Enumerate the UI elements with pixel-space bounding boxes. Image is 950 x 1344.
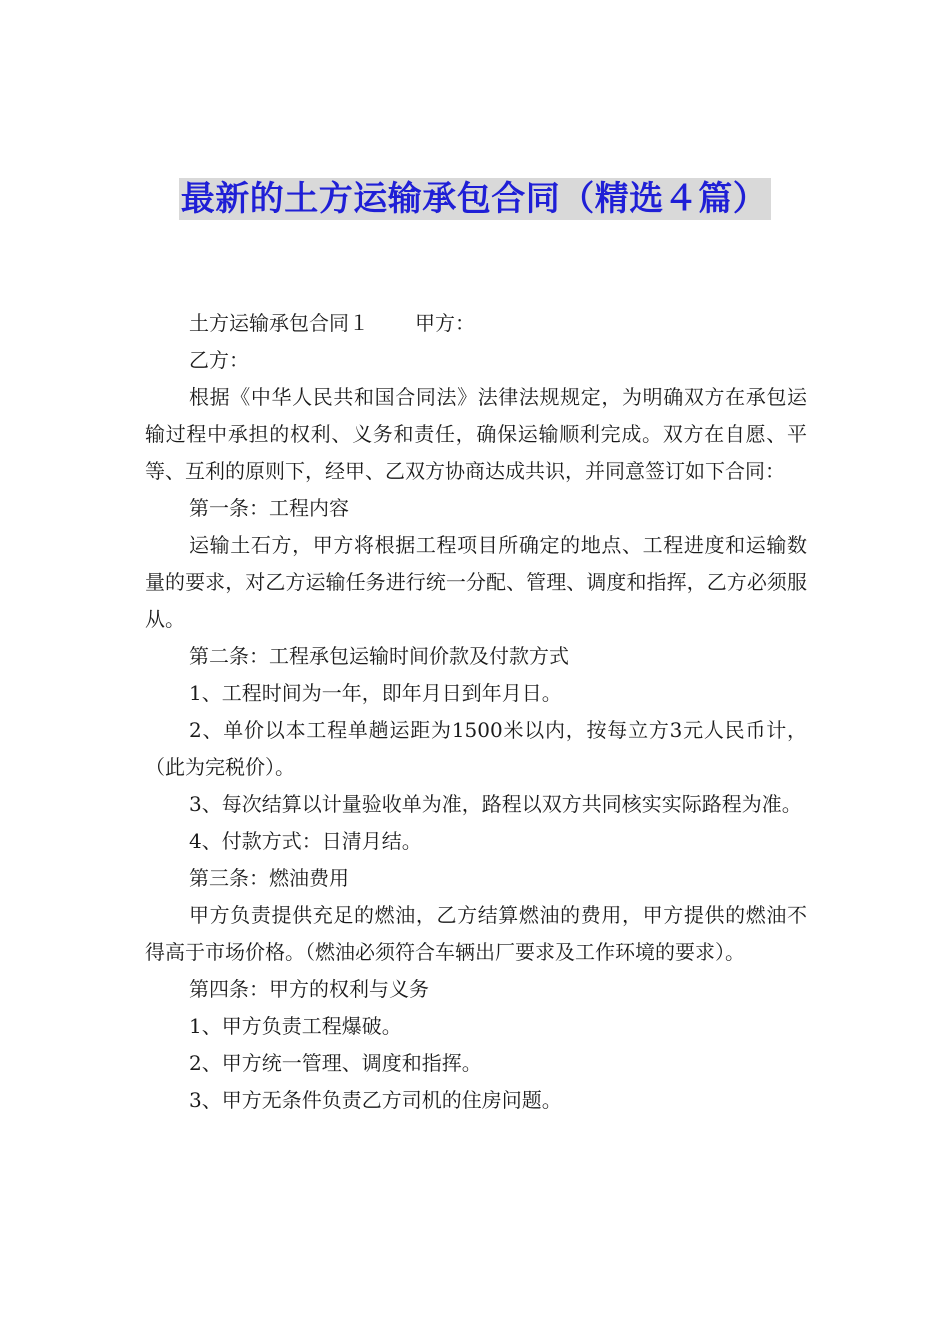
list-item: 3、甲方无条件负责乙方司机的住房问题。 [189, 1088, 562, 1112]
party-a-label: 甲方： [415, 311, 475, 335]
contract-heading: 土方运输承包合同１ [189, 311, 369, 335]
paragraph-heading-line [145, 305, 807, 342]
list-item: 3、每次结算以计量验收单为准，路程以双方共同核实实际路程为准。 [189, 792, 802, 816]
list-item: 4、付款方式：日清月结。 [189, 829, 422, 853]
section-heading: 第一条：工程内容 [189, 496, 349, 520]
paragraph: 根据《中华人民共和国合同法》法律法规规定，为明确双方在承包运输过程中承担的权利、义务和责任，确保运输顺利完成。双方在自愿、平等、互利的原则下，经甲、乙双方协商达成共识，并同意签订如下合同： [145, 385, 807, 483]
document-body [145, 305, 807, 1119]
title-container [0, 178, 950, 220]
list-item: 2、单价以本工程单趟运距为1500米以内，按每立方3元人民币计，（此为完税价）。 [145, 718, 807, 779]
document-title: 最新的土方运输承包合同（精选４篇） [179, 178, 772, 220]
paragraph: 运输土石方，甲方将根据工程项目所确定的地点、工程进度和运输数量的要求，对乙方运输任务进行统一分配、管理、调度和指挥，乙方必须服从。 [145, 533, 807, 631]
list-item: 1、工程时间为一年，即年月日到年月日。 [189, 681, 562, 705]
section-heading: 第二条：工程承包运输时间价款及付款方式 [189, 644, 569, 668]
list-item: 2、甲方统一管理、调度和指挥。 [189, 1051, 482, 1075]
list-item: 1、甲方负责工程爆破。 [189, 1014, 402, 1038]
paragraph: 甲方负责提供充足的燃油，乙方结算燃油的费用，甲方提供的燃油不得高于市场价格。（燃油必须符合车辆出厂要求及工作环境的要求）。 [145, 903, 807, 964]
section-heading: 第三条：燃油费用 [189, 866, 349, 890]
paragraph: 乙方： [189, 348, 249, 372]
section-heading: 第四条：甲方的权利与义务 [189, 977, 429, 1001]
